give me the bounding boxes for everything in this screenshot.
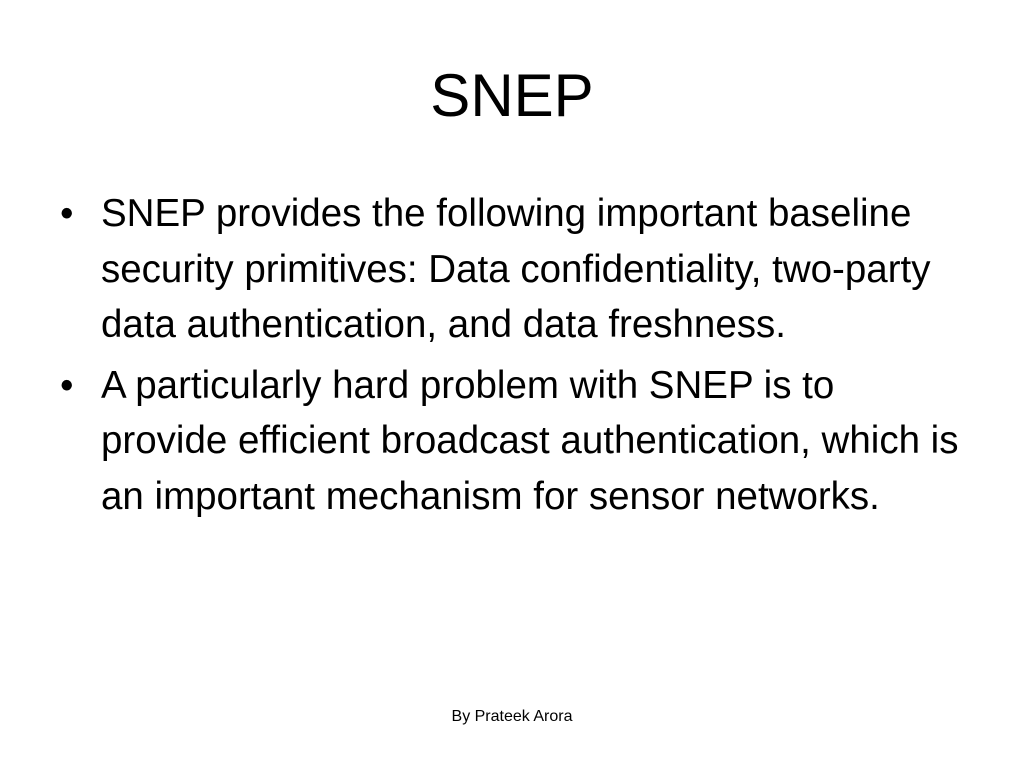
bullet-text: SNEP provides the following important baseline security primitives: Data confidentiality, two-party data authentication, and data freshness. <box>101 192 931 346</box>
slide-footer: By Prateek Arora <box>451 708 573 725</box>
bullet-text: A particularly hard problem with SNEP is to provide efficient broadcast authentication, which is an important mechanism for sensor networks. <box>101 363 959 518</box>
bullet-item <box>60 358 960 525</box>
slide-title: SNEP <box>430 62 594 129</box>
bullet-marker: • <box>60 192 74 235</box>
bullet-marker: • <box>60 363 74 407</box>
bullet-item <box>60 186 960 353</box>
bullet-list <box>60 186 960 529</box>
